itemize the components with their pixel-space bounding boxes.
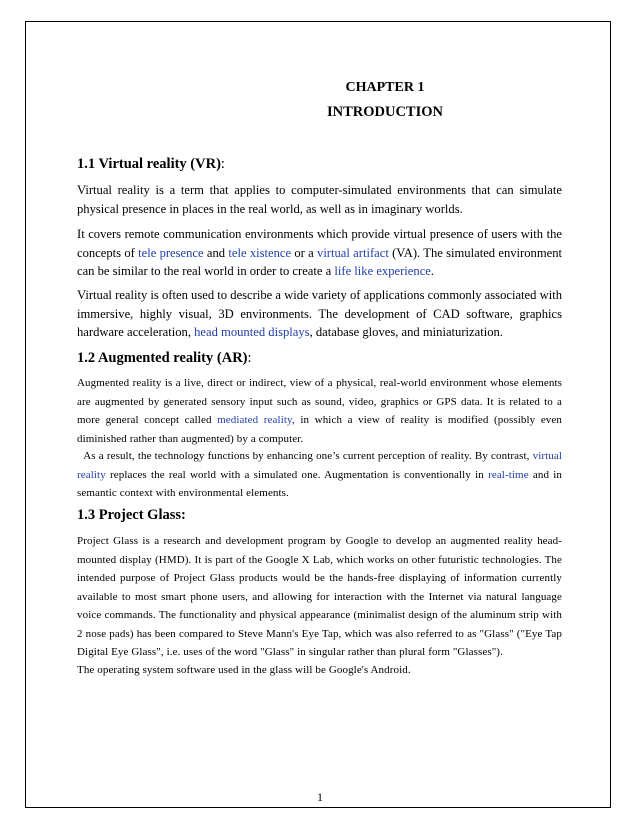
text-run: and in semantic context with environmental elements. xyxy=(77,468,565,499)
section-1-2-heading xyxy=(77,350,562,367)
s1-paragraph-1 xyxy=(77,181,562,218)
s3-paragraph-2 xyxy=(77,661,562,680)
heading-colon: : xyxy=(220,156,225,172)
link-virtual-reality[interactable]: virtual reality xyxy=(77,450,565,481)
text-run: , in which a view of reality is modified (possibly even diminished rather than augmented) by a computer. xyxy=(77,414,562,445)
section-heading-text: 1.3 Project Glass: xyxy=(77,507,186,523)
text-run: (VA). The simulated environment can be similar to the real world in order to create a xyxy=(77,245,563,278)
text-run: , database gloves, and miniaturization. xyxy=(309,325,503,339)
section-heading-text: 1.1 Virtual reality (VR) xyxy=(77,156,221,172)
link-virtual-artifact[interactable]: virtual artifact xyxy=(317,245,389,260)
chapter-title: INTRODUCTION xyxy=(326,104,443,120)
text-run: or a xyxy=(291,245,318,260)
link-tele-xistence[interactable]: tele xistence xyxy=(228,245,292,260)
paragraph-text: Project Glass is a research and development program by Google to develop an augmented reality head-mounted display (HMD). It is part of the Google X Lab, which works on other futuristic technologies. The intended purpose of Project Glass products would be the hands-free displaying of information currently available to most smart phone users, and allowing for interaction with the Internet via natural language voice commands. The functionality and physical appearance (minimalist design of the aluminum strip with 2 nose pads) has been compared to Steve Mann's Eye Tap, which was also referred to as "Glass" ("Eye Tap Digital Eye Glass", i.e. uses of the word "Glass" in singular rather than plural form "Glasses"). xyxy=(77,535,562,658)
page-number: 1 xyxy=(317,790,323,804)
s3-paragraph-1 xyxy=(77,532,562,662)
section-1-1-heading xyxy=(77,156,562,173)
text-run: As a result, the technology functions by enhancing one’s current perception of reality. By contrast, xyxy=(77,450,533,462)
text-run: It covers remote communication environments which provide virtual presence of users with the concepts of xyxy=(77,227,562,260)
s2-paragraph-2 xyxy=(77,447,565,503)
link-head-mounted-displays[interactable]: head mounted displays xyxy=(194,325,310,339)
s2-paragraph-1 xyxy=(77,374,562,448)
link-mediated-reality[interactable]: mediated reality xyxy=(217,414,292,426)
paragraph-text: Virtual reality is a term that applies to computer-simulated environments that can simulate physical presence in places in the real world, as well as in imaginary worlds. xyxy=(77,183,562,216)
chapter-number: CHAPTER 1 xyxy=(345,80,425,95)
text-run: and xyxy=(203,245,229,260)
paragraph-text: The operating system software used in the glass will be Google's Android. xyxy=(77,664,411,676)
section-1-3-heading xyxy=(77,507,562,524)
text-run: replaces the real world with a simulated one. Augmentation is conventionally in xyxy=(105,468,489,481)
text-run: . xyxy=(430,264,435,278)
link-tele-presence[interactable]: tele presence xyxy=(138,245,204,260)
link-life-like-experience[interactable]: life like experience xyxy=(334,264,431,278)
section-heading-text: 1.2 Augmented reality (AR) xyxy=(77,350,248,366)
heading-colon: : xyxy=(247,350,252,366)
s1-paragraph-2 xyxy=(77,225,562,281)
text-run: Augmented reality is a live, direct or indirect, view of a physical, real-world environment whose elements are augmented by generated sensory input such as sound, video, graphics or GPS data. It is related to a more general concept called xyxy=(77,377,562,426)
link-real-time[interactable]: real-time xyxy=(488,468,529,481)
text-run: Virtual reality is often used to describe a wide variety of applications commonly associated with immersive, highly visual, 3D environments. The development of CAD software, graphics hardware acceleration, xyxy=(77,288,562,339)
s1-paragraph-3 xyxy=(77,286,562,342)
